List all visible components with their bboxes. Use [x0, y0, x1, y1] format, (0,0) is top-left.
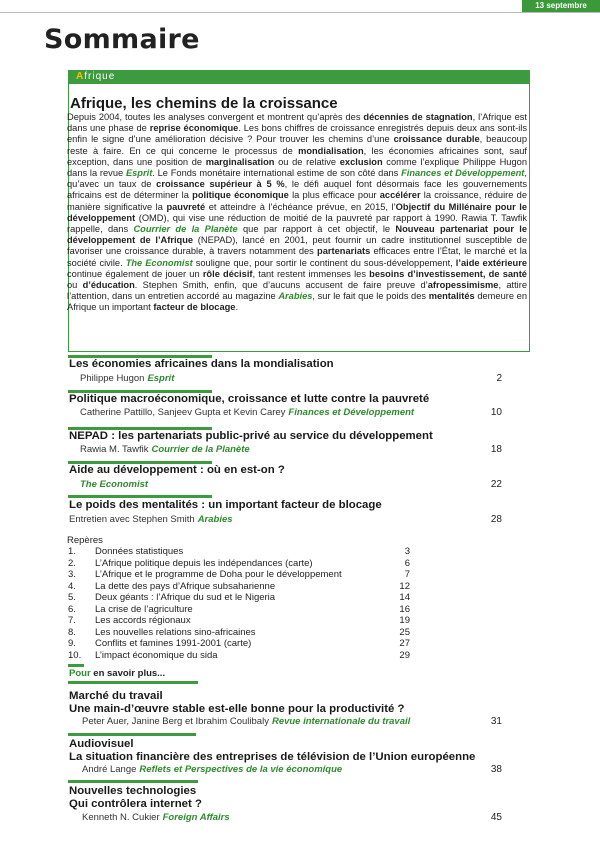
repere-item[interactable]	[68, 615, 418, 627]
emphasis-text: accélérer	[379, 190, 421, 201]
article-author	[80, 479, 148, 490]
emphasis-text: besoins d’investissement, de santé	[369, 268, 527, 279]
article-authors: Philippe Hugon	[80, 373, 145, 384]
body-text: , sur le fait que le poids des	[312, 291, 429, 302]
article-title[interactable]: Politique macroéconomique, croissance et lutte contre la pauvreté	[69, 393, 430, 405]
more-page: 31	[490, 716, 502, 727]
body-text: , attire l’attention, dans un entretien accordé au magazine	[67, 280, 527, 302]
repere-label: Les nouvelles relations sino-africaines	[95, 626, 256, 638]
body-text: Depuis 2004, toutes les analyses convergent et montrent qu’après des	[67, 112, 364, 122]
repere-page: 29	[399, 649, 410, 661]
body-text: ou	[67, 280, 83, 291]
body-text: (NEPAD), lancé en 2001, peut fournir un cadre institutionnel susceptible de favoriser une croissance durable, à travers notamment des	[67, 235, 527, 257]
article-author	[80, 373, 174, 384]
emphasis-text: croissance durable	[393, 134, 480, 145]
article-page: 18	[490, 444, 502, 455]
repere-label: Données statistiques	[95, 546, 184, 557]
repere-label: L’Afrique et le programme de Doha pour le développement	[95, 569, 342, 580]
article-source: Arabies	[197, 514, 233, 525]
repere-num: 10.	[68, 649, 82, 661]
article-authors: Entretien avec Stephen Smith	[69, 514, 195, 525]
section-label-initial: A	[76, 71, 85, 82]
body-text: et atteindre à l’échéance prévue, en 2015, l’	[205, 201, 396, 212]
section-band	[68, 70, 530, 84]
body-text: la croissance, réduire de manière significative la	[67, 190, 527, 212]
source-citation: Courrier de la Planète	[133, 224, 238, 235]
body-text: , les économies africaines sont, sauf exception, dans une position de	[67, 145, 527, 167]
section-label-rest: frique	[84, 71, 116, 82]
repere-num: 4.	[68, 580, 76, 592]
body-text: , beaucoup reste à faire. En ce qui concerne le processus de	[67, 134, 527, 156]
source-citation: Finances et Développement	[401, 168, 525, 179]
repere-label: Deux géants : l’Afrique du sud et le Nigeria	[95, 592, 276, 603]
more-category: Audiovisuel	[69, 738, 134, 750]
repere-item[interactable]	[68, 638, 418, 650]
more-category: Nouvelles technologies	[69, 785, 197, 797]
repere-num: 9.	[68, 638, 76, 649]
repere-label: La crise de l’agriculture	[95, 603, 193, 615]
article-source: The Economist	[80, 479, 149, 490]
emphasis-text: Objectif du Millénaire pour le développement	[67, 201, 527, 223]
repere-page: 25	[399, 626, 410, 638]
body-text: , le défi auquel font désormais face les gouvernements africains est de déterminer la	[67, 179, 528, 201]
body-text: souligne que, pour sortir le continent du sous-développement,	[192, 257, 456, 268]
emphasis-text: d’éducation	[82, 280, 135, 291]
repere-item[interactable]	[68, 581, 418, 593]
emphasis-text: pauvreté	[166, 201, 206, 212]
article-page: 2	[496, 373, 502, 384]
emphasis-text: exclusion	[339, 156, 383, 167]
repere-page: 12	[399, 580, 410, 592]
repere-page: 6	[404, 557, 410, 569]
article-title[interactable]: Les économies africaines dans la mondialisation	[69, 358, 334, 370]
source-citation: Arabies	[278, 291, 313, 302]
reperes-title: Repères	[67, 535, 103, 546]
emphasis-text: marginalisation	[205, 156, 275, 167]
repere-num: 6.	[68, 603, 76, 615]
emphasis-text: décennies de stagnation	[363, 112, 473, 122]
more-authors: Peter Auer, Janine Berg et Ibrahim Coulibaly	[82, 716, 269, 727]
article-title[interactable]: NEPAD : les partenariats public-privé au service du développement	[69, 430, 433, 442]
body-text: . Stephen Smith, enfin, que d’aucuns accusent de faire preuve d’	[134, 280, 428, 291]
body-text: comme l’explique Philippe Hugon dans la revue	[67, 156, 527, 179]
more-author	[82, 716, 410, 727]
article-title[interactable]: Aide au développement : où en est-on ?	[69, 464, 285, 476]
more-source: Reflets et Perspectives de la vie économique	[139, 764, 343, 775]
repere-item[interactable]	[68, 558, 418, 570]
repere-page: 14	[399, 592, 410, 603]
more-page: 38	[490, 764, 502, 775]
repere-item[interactable]	[68, 650, 418, 662]
repere-label: Les accords régionaux	[95, 615, 191, 626]
repere-item[interactable]	[68, 627, 418, 639]
body-text: , qu’avec un taux de	[67, 168, 528, 190]
repere-page: 16	[399, 603, 410, 615]
emphasis-text: Nouveau partenariat pour le développement de l’Afrique	[67, 224, 527, 246]
top-rule	[0, 12, 600, 13]
more-page: 45	[490, 812, 502, 823]
article-author	[69, 514, 233, 525]
repere-page: 3	[404, 546, 410, 557]
emphasis-text: mondialisation	[298, 145, 364, 156]
emphasis-text: reprise économique	[149, 123, 239, 134]
body-text: que par rapport à cet objectif, le	[237, 224, 396, 235]
emphasis-text: afropessimisme	[427, 280, 499, 291]
divider-bar	[68, 780, 198, 783]
article-authors: Rawia M. Tawfik	[80, 444, 149, 455]
article-source: Esprit	[147, 373, 175, 384]
repere-num: 7.	[68, 615, 76, 626]
divider-bar	[68, 733, 196, 736]
repere-num: 2.	[68, 557, 76, 569]
more-author	[82, 812, 230, 823]
intro-paragraph	[67, 112, 527, 314]
divider-bar	[68, 681, 198, 684]
more-source: Foreign Affairs	[162, 812, 230, 823]
article-title[interactable]: Le poids des mentalités : un important facteur de blocage	[69, 499, 382, 511]
repere-page: 19	[399, 615, 410, 626]
emphasis-text: mentalités	[428, 291, 475, 302]
more-authors: Kenneth N. Cukier	[82, 812, 160, 823]
article-page: 28	[490, 514, 502, 525]
body-text: ou de relative	[274, 156, 340, 167]
article-source: Finances et Développement	[288, 407, 415, 418]
body-text: . Les bons chiffres de croissance enregistrés depuis deux ans sont-ils enfin le signe d’une amélioration décisive ? Pour trouver les chemins d’une	[67, 123, 527, 145]
emphasis-text: partenariats	[317, 246, 371, 257]
article-author	[80, 407, 414, 418]
body-text: .	[235, 302, 239, 313]
pour-rest: en savoir plus...	[90, 668, 166, 679]
more-category: Marché du travail	[69, 690, 163, 702]
article-authors: Catherine Pattillo, Sanjeev Gupta et Kevin Carey	[80, 407, 286, 418]
body-text: la plus efficace pour	[288, 190, 380, 201]
article-page: 22	[490, 479, 502, 490]
article-source: Courrier de la Planète	[151, 444, 250, 455]
more-title[interactable]: La situation financière des entreprises de télévision de l’Union européenne	[69, 751, 476, 763]
repere-label: L’Afrique politique depuis les indépendances (carte)	[95, 557, 313, 569]
body-text: , tant restent immenses les	[252, 268, 370, 279]
repere-num: 1.	[68, 546, 76, 557]
more-title[interactable]: Une main-d’œuvre stable est-elle bonne pour la productivité ?	[69, 703, 405, 715]
body-text: . Le Fonds monétaire international estime de son côté dans	[152, 168, 402, 179]
repere-item[interactable]	[68, 592, 418, 604]
repere-page: 27	[399, 638, 410, 649]
more-source: Revue internationale du travail	[271, 716, 411, 727]
intro-title: Afrique, les chemins de la croissance	[70, 95, 338, 112]
article-author	[80, 444, 250, 455]
repere-label: Conflits et famines 1991-2001 (carte)	[95, 638, 252, 649]
repere-label: La dette des pays d’Afrique subsaharienne	[95, 580, 276, 592]
body-text: (OMD), qui vise une réduction de moitié de la pauvreté par rapport à 1990. Rawia T. Tawfik rappelle, dans	[67, 212, 527, 235]
source-citation: Esprit	[125, 168, 153, 179]
repere-item[interactable]	[68, 604, 418, 616]
body-text: demeure en Afrique un important	[67, 291, 528, 313]
emphasis-text: l’aide extérieure	[455, 257, 527, 268]
emphasis-text: croissance supérieur à 5 %	[156, 179, 285, 190]
source-citation: The Economist	[125, 257, 193, 268]
body-text: efficaces entre l’État, le marché et la société civile.	[67, 246, 527, 268]
pour-en-savoir-plus	[69, 668, 165, 679]
emphasis-text: rôle décisif	[202, 268, 253, 279]
date-tab: 13 septembre	[522, 0, 600, 12]
repere-num: 8.	[68, 626, 76, 638]
repere-item[interactable]	[68, 546, 418, 558]
divider-bar	[68, 664, 84, 667]
emphasis-text: politique économique	[192, 190, 289, 201]
repere-page: 7	[404, 569, 410, 580]
repere-num: 5.	[68, 592, 76, 603]
repere-label: L’impact économique du sida	[95, 649, 218, 661]
article-page: 10	[490, 407, 502, 418]
more-author	[82, 764, 342, 775]
body-text: , l’Afrique est dans une phase de	[67, 112, 527, 134]
pour-highlight: Pour	[69, 668, 91, 679]
repere-item[interactable]	[68, 569, 418, 581]
emphasis-text: facteur de blocage	[153, 302, 236, 313]
repere-num: 3.	[68, 569, 76, 580]
more-authors: André Lange	[82, 764, 137, 775]
divider-bar	[68, 495, 212, 498]
more-title[interactable]: Qui contrôlera internet ?	[69, 798, 202, 810]
body-text: continue également de jouer un	[67, 268, 203, 279]
page-title: Sommaire	[44, 24, 200, 55]
